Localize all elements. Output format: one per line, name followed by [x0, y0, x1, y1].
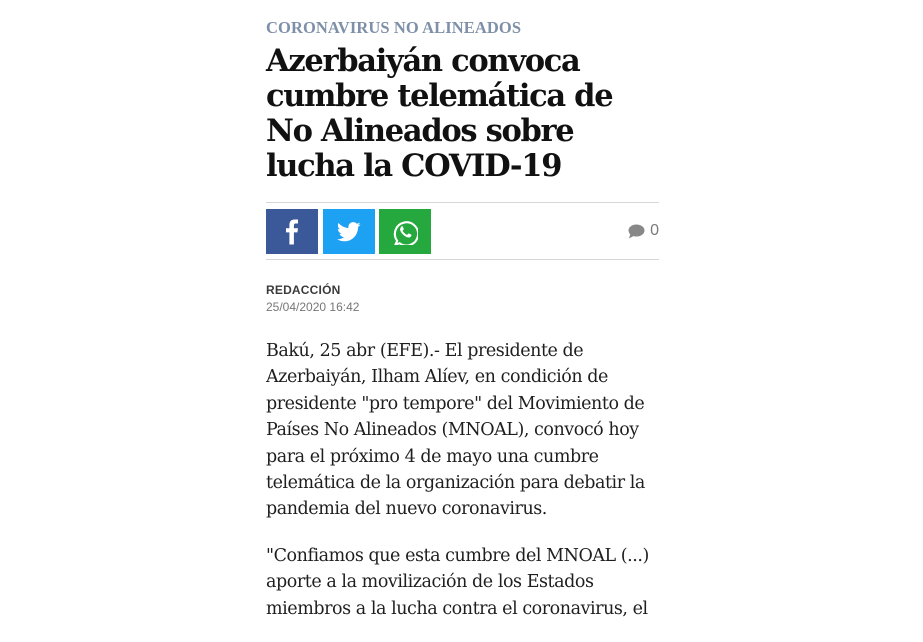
- twitter-icon: [337, 222, 361, 242]
- author-name: REDACCIÓN: [266, 283, 341, 297]
- section-kicker-link[interactable]: CORONAVIRUS NO ALINEADOS: [266, 18, 522, 37]
- share-bar: [266, 202, 659, 260]
- paragraph: "Confiamos que esta cumbre del MNOAL (...) aporte a la movilización de los Estados miembros a la lucha contra el coronavirus, el: [266, 545, 649, 619]
- twitter-share-button[interactable]: [323, 209, 375, 254]
- comment-bubble-icon: [628, 224, 645, 239]
- whatsapp-share-button[interactable]: [379, 209, 431, 254]
- whatsapp-icon: [392, 219, 418, 245]
- comment-count: 0: [650, 222, 659, 239]
- facebook-share-button[interactable]: [266, 209, 318, 254]
- publish-date: 25/04/2020 16:42: [266, 300, 360, 314]
- comments-link[interactable]: [628, 222, 659, 240]
- paragraph: Bakú, 25 abr (EFE).- El presidente de Azerbaiyán, Ilham Alíev, en condición de presidente "pro tempore" del Movimiento de Países No Alineados (MNOAL), convocó hoy para el próximo 4 de mayo una cumbre telemática de la organización para debatir la pandemia del nuevo coronavirus.: [266, 341, 645, 520]
- article-body: [266, 338, 666, 642]
- facebook-icon: [281, 219, 303, 245]
- article-headline: Azerbaiyán convoca cumbre telemática de No Alineados sobre lucha la COVID-19: [266, 43, 613, 184]
